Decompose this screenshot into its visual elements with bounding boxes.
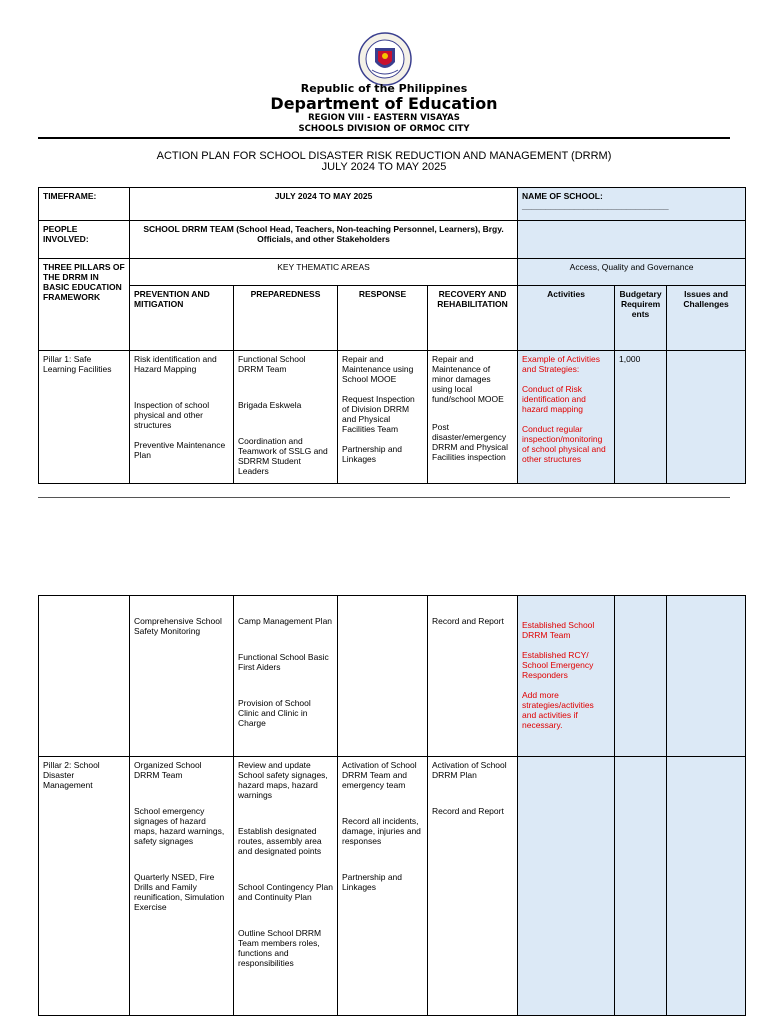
col-response: RESPONSE <box>338 286 428 351</box>
list-item: Inspection of school physical and other structures <box>134 400 210 430</box>
school-name-blank: _______________________________ <box>522 201 669 211</box>
pillar-1-label: Pillar 1: Safe Learning Facilities <box>39 351 130 484</box>
list-item: Coordination and Teamwork of SSLG and SDRRM Student Leaders <box>238 436 328 476</box>
pillars-header: THREE PILLARS OF THE DRRM IN BASIC EDUCATION FRAMEWORK <box>39 259 130 351</box>
list-item: Add more strategies/activities and activities if necessary. <box>522 690 594 730</box>
people-value: SCHOOL DRRM TEAM (School Head, Teachers, Non-teaching Personnel, Learners), Brgy. Officials, and other Stakeholders <box>130 221 518 259</box>
list-item: Brigada Eskwela <box>238 400 302 410</box>
col-issues: Issues and Challenges <box>667 286 746 351</box>
col-activities: Activities <box>518 286 615 351</box>
region-text: REGION VIII - EASTERN VISAYAS <box>308 113 460 123</box>
deped-seal-icon <box>358 32 412 86</box>
list-item: Conduct regular inspection/monitoring of school physical and other structures <box>522 424 606 464</box>
people-label: PEOPLE INVOLVED: <box>39 221 130 259</box>
table-2-row-1-issues <box>667 596 746 757</box>
pillar-2-prevention <box>130 757 234 1016</box>
list-item: Repair and Maintenance of minor damages using local fund/school MOOE <box>432 354 504 404</box>
table-2-row-1-budget <box>615 596 667 757</box>
access-quality-governance-header: Access, Quality and Governance <box>518 259 746 286</box>
action-plan-table-1 <box>38 187 746 484</box>
list-item: Activation of School DRRM Team and emergency team <box>342 760 417 790</box>
list-item: Preventive Maintenance Plan <box>134 440 226 460</box>
list-item: Establish designated routes, assembly area and designated points <box>238 826 322 856</box>
table-2-row-1-prevention <box>130 596 234 757</box>
list-item: Record and Report <box>432 806 504 816</box>
list-item: Review and update School safety signages, hazard maps, hazard warnings <box>238 760 328 800</box>
list-item: Provision of School Clinic and Clinic in Charge <box>238 698 311 728</box>
pillar-2-response <box>338 757 428 1016</box>
list-item: Conduct of Risk identification and hazard mapping <box>522 384 586 414</box>
people-blank-cell <box>518 221 746 259</box>
pillar-1-activities <box>518 351 615 484</box>
list-item: Camp Management Plan <box>238 616 333 626</box>
republic-text: Republic of the Philippines <box>300 82 468 95</box>
list-item: Functional School Basic First Aiders <box>238 652 329 672</box>
list-item: Repair and Maintenance using School MOOE <box>342 354 414 384</box>
table-2-pillar-blank <box>39 596 130 757</box>
pillar-2-activities <box>518 757 615 1016</box>
list-item: Established RCY/ School Emergency Responders <box>522 650 594 680</box>
list-item: Outline School DRRM Team members roles, functions and responsibilities <box>238 928 322 968</box>
list-item: Record and Report <box>432 616 504 626</box>
action-plan-table-2 <box>38 595 746 1016</box>
list-item: Organized School DRRM Team <box>134 760 202 780</box>
pillar-1-prevention <box>130 351 234 484</box>
key-thematic-areas-header: KEY THEMATIC AREAS <box>130 259 518 286</box>
list-item: Example of Activities and Strategies: <box>522 354 600 374</box>
list-item: School Contingency Plan and Continuity Plan <box>238 882 333 902</box>
pillar-2-budget <box>615 757 667 1016</box>
col-budget: Budgetary Requirem ents <box>615 286 667 351</box>
pillar-2-label: Pillar 2: School Disaster Management <box>39 757 130 1016</box>
pillar-1-response <box>338 351 428 484</box>
pillar-2-preparedness <box>234 757 338 1016</box>
plan-period: JULY 2024 TO MAY 2025 <box>321 161 447 173</box>
pillar-2-recovery <box>428 757 518 1016</box>
list-item: Post disaster/emergency DRRM and Physical Facilities inspection <box>432 422 509 462</box>
pillar-1-recovery <box>428 351 518 484</box>
list-item: School emergency signages of hazard maps, hazard warnings, safety signages <box>134 806 225 846</box>
pillar-1-preparedness <box>234 351 338 484</box>
timeframe-value: JULY 2024 TO MAY 2025 <box>130 188 518 221</box>
table-2-row-1-recovery <box>428 596 518 757</box>
list-item: Established School DRRM Team <box>522 620 595 640</box>
table-2-row-1-activities <box>518 596 615 757</box>
list-item: Functional School DRRM Team <box>238 354 306 374</box>
list-item: Partnership and Linkages <box>342 444 403 464</box>
col-recovery: RECOVERY AND REHABILITATION <box>428 286 518 351</box>
school-name-cell <box>518 188 746 221</box>
col-prevention: PREVENTION AND MITIGATION <box>130 286 234 351</box>
list-item: Request Inspection of Division DRRM and Physical Facilities Team <box>342 394 415 434</box>
header-divider <box>38 137 730 139</box>
list-item: Comprehensive School Safety Monitoring <box>134 616 222 636</box>
list-item: Risk identification and Hazard Mapping <box>134 354 217 374</box>
list-item: Activation of School DRRM Plan <box>432 760 507 780</box>
pillar-2-issues <box>667 757 746 1016</box>
plan-title: ACTION PLAN FOR SCHOOL DISASTER RISK REDUCTION AND MANAGEMENT (DRRM) <box>156 150 612 162</box>
division-text: SCHOOLS DIVISION OF ORMOC CITY <box>298 124 470 134</box>
page-break-divider <box>38 497 730 498</box>
pillar-1-issues <box>667 351 746 484</box>
table-2-row-1-preparedness <box>234 596 338 757</box>
list-item: Quarterly NSED, Fire Drills and Family reunification, Simulation Exercise <box>134 872 225 912</box>
department-title: Department of Education <box>270 94 498 113</box>
table-2-row-1-response <box>338 596 428 757</box>
list-item: Partnership and Linkages <box>342 872 403 892</box>
col-preparedness: PREPAREDNESS <box>234 286 338 351</box>
pillar-1-budget: 1,000 <box>615 351 667 484</box>
timeframe-label: TIMEFRAME: <box>39 188 130 221</box>
school-name-label: NAME OF SCHOOL: <box>522 191 603 201</box>
list-item: Record all incidents, damage, injuries and responses <box>342 816 421 846</box>
